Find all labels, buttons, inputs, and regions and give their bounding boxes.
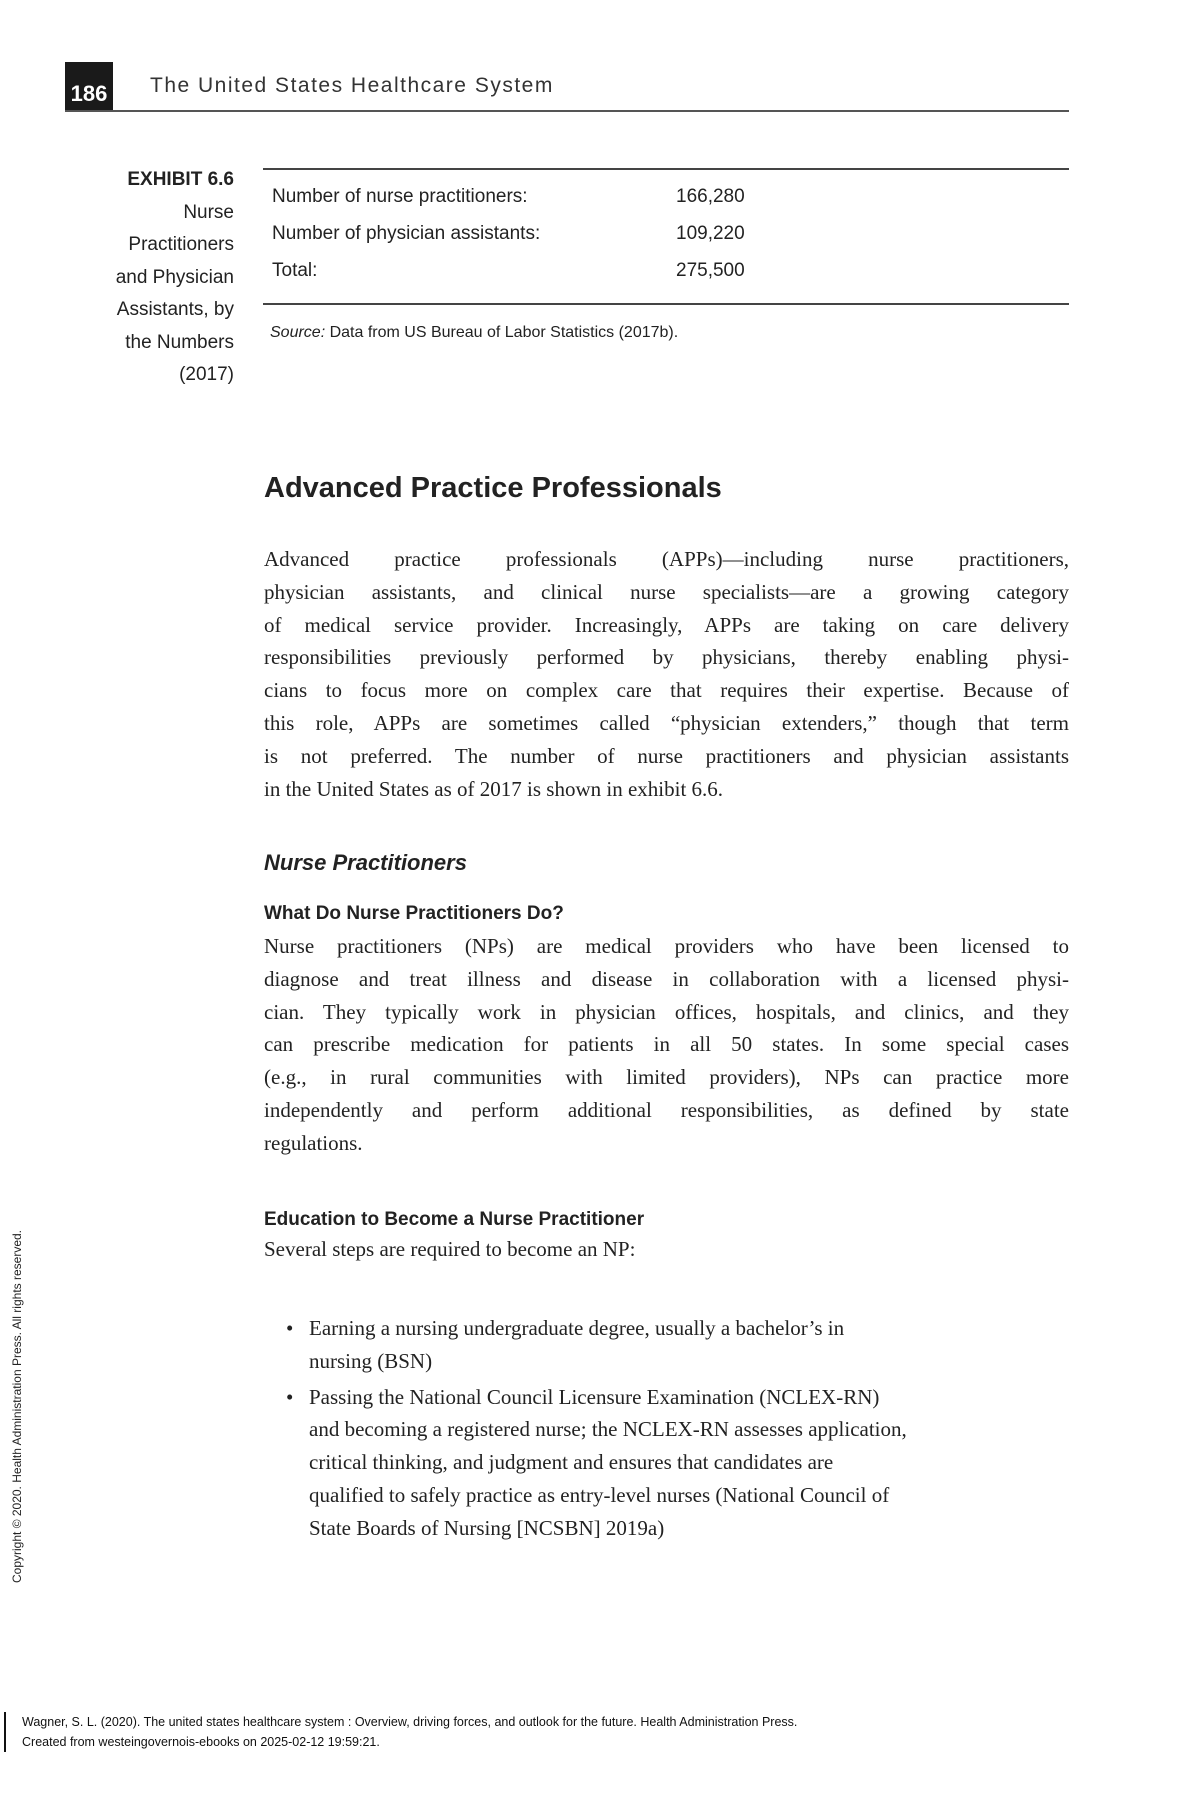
what-paragraph <box>264 930 1069 1160</box>
exhibit-number: EXHIBIT 6.6 <box>127 169 234 190</box>
footer-bar <box>4 1712 6 1752</box>
caption-line: Practitioners <box>128 234 234 255</box>
caption-line: the Numbers <box>125 331 234 353</box>
text-line: responsibilities previously performed by physicians, thereby enabling physi- <box>264 645 1069 670</box>
text-line: of medical service provider. Increasingly, APPs are taking on care delivery <box>264 612 1069 637</box>
row-value: 275,500 <box>676 260 745 281</box>
text-line: Earning a nursing undergraduate degree, usually a bachelor’s in <box>309 1316 845 1340</box>
text-line: is not preferred. The number of nurse practitioners and physician assistants <box>264 743 1069 768</box>
footer-created: Created from westeingovernois-ebooks on 2025-02-12 19:59:21. <box>22 1735 380 1749</box>
text-line: independently and perform additional responsibilities, as defined by state <box>264 1097 1069 1122</box>
text-line: and becoming a registered nurse; the NCLEX-RN assesses application, <box>309 1417 907 1442</box>
table-bottom-rule <box>263 303 1069 305</box>
text-line: (e.g., in rural communities with limited providers), NPs can practice more <box>264 1065 1069 1090</box>
caption-line: Nurse <box>183 201 234 223</box>
caption-line: Assistants, by <box>116 299 234 320</box>
running-title: The United States Healthcare System <box>150 74 554 97</box>
text-line: cian. They typically work in physician offices, hospitals, and clinics, and they <box>264 999 1069 1024</box>
section-paragraph <box>264 543 1069 805</box>
header-rule <box>65 110 1069 112</box>
text-line: physician assistants, and clinical nurse specialists—are a growing category <box>264 579 1069 604</box>
text-line: diagnose and treat illness and disease in collaboration with a licensed physi- <box>264 966 1069 991</box>
row-value: 109,220 <box>676 223 745 244</box>
text-line: qualified to safely practice as entry-level nurses (National Council of <box>309 1482 890 1507</box>
table-row <box>272 186 872 208</box>
row-label: Total: <box>272 260 318 281</box>
text-line: this role, APPs are sometimes called “physician extenders,” though that term <box>264 710 1069 735</box>
bullet-icon: • <box>286 1384 294 1409</box>
text-line: State Boards of Nursing [NCSBN] 2019a) <box>309 1515 665 1540</box>
text-line: Passing the National Council Licensure Examination (NCLEX-RN) <box>309 1384 880 1409</box>
list-item <box>264 1312 1069 1378</box>
text-line: critical thinking, and judgment and ensures that candidates are <box>309 1450 834 1475</box>
caption-line: and Physician <box>115 266 234 288</box>
footer-citation: Wagner, S. L. (2020). The united states healthcare system : Overview, driving forces, and outlook for the future. Health Administration Press. <box>22 1715 798 1729</box>
text-line: in the United States as of 2017 is shown in exhibit 6.6. <box>264 776 724 801</box>
source-note <box>270 324 678 342</box>
bullet-icon: • <box>286 1316 294 1340</box>
list-item <box>264 1381 1069 1545</box>
text-line: nursing (BSN) <box>309 1348 433 1373</box>
row-label: Number of nurse practitioners: <box>272 186 528 207</box>
caption-line: (2017) <box>179 364 234 385</box>
education-intro: Several steps are required to become an NP: <box>264 1237 636 1261</box>
copyright-notice: Copyright © 2020. Health Administration Press. All rights reserved. <box>10 1229 24 1583</box>
text-line: Advanced practice professionals (APPs)—including nurse practitioners, <box>264 547 1069 571</box>
footer <box>22 1712 797 1752</box>
text-line: cians to focus more on complex care that requires their expertise. Because of <box>264 678 1069 703</box>
table-top-rule <box>263 168 1069 170</box>
table-row <box>272 223 872 245</box>
text-line: can prescribe medication for patients in all 50 states. In some special cases <box>264 1032 1069 1057</box>
source-text: Data from US Bureau of Labor Statistics (2017b). <box>325 324 679 341</box>
text-line: regulations. <box>264 1130 363 1155</box>
row-label: Number of physician assistants: <box>272 223 541 244</box>
table-row <box>272 260 872 282</box>
text-line: Nurse practitioners (NPs) are medical providers who have been licensed to <box>264 934 1069 958</box>
subheading-education: Education to Become a Nurse Practitioner <box>264 1209 645 1230</box>
exhibit-caption <box>60 164 234 392</box>
subheading-what: What Do Nurse Practitioners Do? <box>264 903 564 924</box>
subsection-title: Nurse Practitioners <box>264 850 467 875</box>
source-label: Source: <box>270 324 326 341</box>
page-number: 186 <box>65 62 113 112</box>
section-title: Advanced Practice Professionals <box>264 472 722 504</box>
row-value: 166,280 <box>676 186 745 207</box>
requirements-list <box>264 1312 1069 1545</box>
